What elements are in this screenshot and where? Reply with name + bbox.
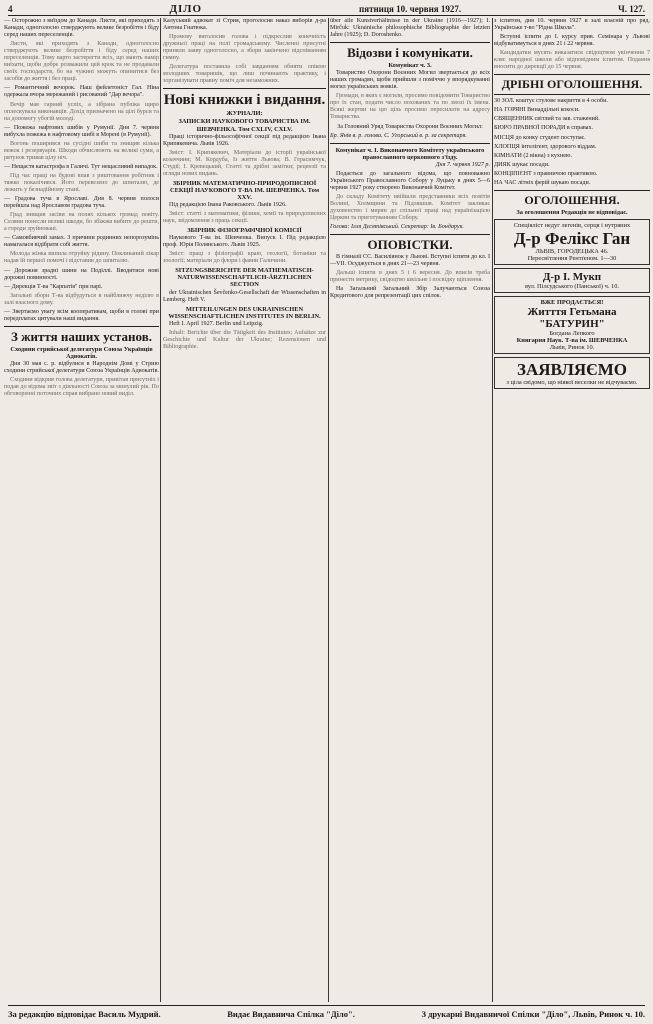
column-3: über alle Kunstverhältnisse in der Ukraine (1916—1927); I. Mirčuk: Ukrainische philosophische Bibliographie der letzten Jahre (1925); D. Doroshenko. Відозви і комунікати. Комунікат ч. 3. Товариство Охорони Воєнних Могил звертається до всіх наших громадян, щоби прийшли з поміччю у впорядкуванні могил українських вояків. Громади, в яких є могили, просимо повідомити Товариство про їх стан, подати число похованих та по змозі їх імена. Всякі жертви на цю ціль просимо пересилати на адресу Товариства. За Головний Уряд Товариства Охорони Воєнних Могил: Бр. Янів в. р. голова. С. Угорський в. р. за секретаря. Комунікат ч. I. Виконавчого Комітету українського православного церковного з'їзду. Дня 7. червня 1927 р. Подається до загального відома, що повноважно Українського Православного Собору у Луцьку в днях 5—6 червня 1927 року створено Виконавчий Комітет. До складу Комітету ввійшли представники всіх повітів Волині, Холмщини та Підляшшя. Комітет закликає духовенство і мирян до спільної праці над українізацією Церкви та приготуванням Собору. Голова: Ілля Дєсятівський. Секретар: Ів. Бондарук. ОПОВІСТКИ. В гімназії СС. Василіянок у Львові. Вступні іспити до кл. I—VII. Осуджується в днях 21—23 червня. Дальші іспити в днях 5 і 6 вересня. До вписів треба принести метрику, свідоцтво шкільне і посвідку щіплення. На Загальний Загальний Збір Залучаються Союза Кредитового для репрезентації цих спілок.: [330, 18, 490, 300]
doctor-advertisement: [494, 268, 650, 293]
classified-ad: СВЯЩЕННИК світлий та зав. стажений.: [494, 116, 600, 123]
news-item: — Пожежа нафтових шибів у Румунії. Дня 7. червня вибухла пожежа в нафтовому шибі в Морені (в Румунії).: [4, 124, 159, 138]
ad-name: Житття Гетьмана "БАТУРИН": [527, 305, 617, 330]
section-subheading: Сходини стрийської делегатури Союза Українців Адвокатів.: [10, 345, 153, 360]
column-1: — Осторожно з виїздом до Канади. Листи, які приходять з Канади, одноголосно стверджують велике безробіття і біду серед наших переселенців. Листи, які приходять з Канади, одноголосно стверджують велике безробіття і біду серед наших переселенців. Тому варто застерегти всіх, що мають намір виїхати, щоби добре розважили цей крок та не продавали своїх господарств, бо на чужині можуть опинитися без засобів до життя і без праці. — Романтичний вечорок. Наш фейлетоніст Гал. Ніна одержала вчора мережаний і рисований "Дар вечора". Вечір мав гарний успіх, а зібрана публіка щиро оплескувала виконавців. Дохід призначено на цілі бурси та на допомогу убогій молоді. — Пожежа нафтових шибів у Румунії. Дня 7. червня вибухла пожежа в нафтовому шибі в Морені (в Румунії). Вогонь поширився на сусідні шиби та знищив кілька вежок і резервуарів. Шкоди обчислюють на великі суми, а рятунок тривав цілу ніч. — Нещастя катастрофа в Галичі. Тут нещасливий випадок. Під час праці на будові впав з риштовання робітник і тяжко покалічився. Його перевезено до шпиталю, де лежить у безнадійному стані. — Градова туча в Ярославі. Дня 8. червня полоси перейшла над Ярославом градова туча. Град знищив засіви на полях кількох громад повіту. Селяни понесли великі шкоди, бо збіжжя вибите до решти, а городи зруйновані. — Самовбивчий замах. З причини родинних непорозумінь намагалася відібрати собі життя. Молода жінка випила отруйну рідину. Покликаний лікар надав їй першої помочі і відставив до шпиталю. — Дорожня зрадні шини на Поділлі. Вводитися нові дорожні повинності. — Дирекція Т-ва "Карпатія" при парі. Загальні збори Т-ва відбудуться в найближчу неділю в залі власного дому. — Звертаємо увагу всім кооперативам, щоби в голові при передплатах цитували наші видання. З життя наших установ. Сходини стрийської делегатури Союза Українців Адвокатів. Дня 30 мая с. р. відбулися в Народнім Домі у Стрию сходини стрийської делегатури Союза Українців Адвокатів. Сходини відкрив голова делегатури, привітав присутніх і подав до відома звіт з діяльності Союза за минулий рік. По обговоренні поточних справ вибрано новий виділ.: [4, 18, 159, 398]
journal-title: ЗАПИСКИ НАУКОВОГО ТОВАРИСТВА ІМ. ШЕВЧЕНКА. Том CXLIV, CXLV.: [178, 118, 311, 133]
article-body: über alle Kunstverhältnisse in der Ukraine (1916—1927); I. Mirčuk: Ukrainische philosophische Bibliographie der letzten Jahre (1925); D. Doroshenko.: [330, 18, 490, 39]
article-body: Калуський адвокат зі Стрия, проголосив наказ виборів д-ра Антона Гнатюка.: [163, 18, 326, 32]
signature-names: Бр. Янів в. р. голова. С. Угорський в. р. за секретаря.: [330, 132, 467, 139]
section-subheading: ЖУРНАЛИ:: [226, 110, 263, 118]
journal-description: Праці історично-фільософічної секції під редакцією Івана Крипякевича. Львів 1926.: [163, 133, 326, 147]
section-subheading: Комунікат ч. I. Виконавчого Комітету українського православного церковного з'їзду.: [335, 146, 485, 161]
journal-description: der Ukrainischen Ševčenko-Gesellschaft der Wissenschaften in Lemberg. Heft V.: [163, 289, 326, 303]
newspaper-title: ДІЛО: [169, 2, 203, 15]
issue-number: Ч. 127.: [618, 3, 645, 14]
news-item: — Градова туча в Ярославі. Дня 8. червня полоси перейшла над Ярославом градова туча.: [4, 196, 159, 210]
journal-description: Heft I. April 1927. Berlin und Leipzig.: [169, 320, 264, 327]
notice-item: На Загальний Загальний Збір Залучаються Союза Кредитового для репрезентації цих спілок.: [330, 286, 490, 300]
classified-ad: ДИЯК шукає посади.: [494, 161, 550, 168]
ad-name: Д-р І. Мукп: [542, 270, 602, 283]
dateline: Дня 7. червня 1927 р.: [435, 161, 490, 168]
classified-ad: 30 ЗОЛ. коштує стулове накриття в 4 особи.: [494, 98, 608, 105]
section-heading: Відозви і комунікати.: [347, 45, 473, 61]
article-body: з іспитом, дня 10. червня 1927 в залі власній про ряд. Українське т-во "Рідна Школа".: [494, 18, 650, 32]
column-4: з іспитом, дня 10. червня 1927 в залі власній про ряд. Українське т-во "Рідна Школа". Вступні іспити до I. курсу прив. Семінара у Львові відбуватимуться в днях 21 і 22 червня. Кандидатки мусять виказатися свідоцтвом укінчення 7 кляс народної школи або відповідним іспитом. Подання вносити до дирекції до 15 червня. ДРІБНІ ОГОЛОШЕННЯ. 30 ЗОЛ. коштує стулове накриття в 4 особи. НА ГОРЯНІ Винаддільні кокоси. СВЯЩЕННИК світлий та зав. стажений. БЮРО ПРАВНОЇ ПОРАДИ в справах. МІСЦЯ до конку студент поступає. ХЛОПЦЯ інтелігент, здорового віддам. КІМНАТИ (2 вікна) з кухнею. ДИЯК шукає посади. КОНЦІПІЄНТ з правничою практикою. НА ЧАС літніх ферій шукаю посади. ОГОЛОШЕННЯ. За оголошення Редакція не відповідає. Спеціяліст недуг легенів, серця і нутряних Д-р Фелікс Ган ЛЬВІВ, ГОРОДЕЦЬКА 46. Пересвітлення Рентґеном. 1—30 Д-р І. Мукп вул. Пілсудського (Панської) ч. 10. ВЖЕ ПРОДАЄТЬСЯ! Житття Гетьмана "БАТУРИН" Богдана Лепкого Книгарня Наук. Т-ва ім. ШЕВЧЕНКА Львів, Ринок 10. ЗАЯВЛЯЄМО з ціла свідомо, що ніякої веселки не відчуваємо.: [494, 18, 650, 1002]
ad-name: Д-р Фелікс Ган: [513, 228, 631, 248]
journal-description: Під редакцією Івана Раковського. Львів 1926.: [169, 201, 287, 208]
news-item: — Звертаємо увагу всім кооперативам, щоби в голові при передплатах цитували наші видання.: [4, 308, 159, 322]
section-heading: ОПОВІСТКИ.: [367, 237, 453, 253]
journal-description: Наукового Т-ва ім. Шевченка. Випуск I. Під редакцією проф. Юрія Полянського. Львів 1925.: [163, 235, 326, 249]
section-heading: ДРІБНІ ОГОЛОШЕННЯ.: [501, 77, 643, 92]
section-rule: [330, 234, 490, 235]
section-rule: [330, 143, 490, 144]
section-rule: [330, 42, 490, 43]
page-header: [8, 2, 645, 16]
ad-address: ЛЬВІВ, ГОРОДЕЦЬКА 46.: [535, 247, 609, 255]
news-item: — Дорожня зрадні шини на Поділлі. Вводитися нові дорожні повинності.: [4, 267, 159, 281]
ad-name: ЗАЯВЛЯЄМО: [517, 359, 627, 379]
news-item: — Дирекція Т-ва "Карпатія" при парі.: [4, 283, 103, 290]
section-rule: [494, 190, 650, 191]
footer-publisher: Видає Видавнича Спілка "Діло".: [227, 1009, 355, 1019]
ad-caption: з ціла свідомо, що ніякої веселки не відчуваємо.: [506, 378, 638, 386]
article-body: Подається до загального відома, що повноважно Українського Православного Собору у Луцьку в днях 5—6 червня 1927 року створено Виконавчий Комітет.: [330, 170, 490, 191]
journal-title: ЗБІРНИК ФІЗІОГРАФІЧНОЇ КОМІСІЇ: [187, 227, 302, 235]
classified-ad: НА ГОРЯНІ Винаддільні кокоси.: [494, 107, 580, 114]
news-item: — Романтичний вечорок. Наш фейлетоніст Гал. Ніна одержала вчора мережаний і рисований "Дар вечора".: [4, 85, 159, 99]
article-body: Товариство Охорони Воєнних Могил звертається до всіх наших громадян, щоби прийшли з поміччю у впорядкуванні могил українських вояків.: [330, 70, 490, 91]
news-item: — Осторожно з виїздом до Канади. Листи, які приходять з Канади, одноголосно стверджують велике безробіття і біду серед наших переселенців.: [4, 18, 159, 39]
page-number: 4: [8, 3, 13, 14]
section-heading: ОГОЛОШЕННЯ.: [524, 192, 620, 207]
column-divider: [328, 18, 329, 1002]
statement-advertisement: [494, 357, 650, 389]
classified-ad: БЮРО ПРАВНОЇ ПОРАДИ в справах.: [494, 125, 594, 132]
footer-printer: З друкарні Видавничої Спілки "Діло", Львів, Ринок ч. 10.: [421, 1009, 645, 1019]
ad-caption: Спеціяліст недуг легенів, серця і нутряних: [513, 221, 631, 229]
classified-ad: КІМНАТИ (2 вікна) з кухнею.: [494, 152, 573, 159]
doctor-advertisement: [494, 219, 650, 265]
news-item: — Самовбивчий замах. З причини родинних непорозумінь намагалася відібрати собі життя.: [4, 235, 159, 249]
section-rule: [494, 74, 650, 75]
ad-shop: Книгарня Наук. Т-ва ім. ШЕВЧЕНКА: [516, 336, 628, 344]
signature-line: За Головний Уряд Товариства Охорони Воєнних Могил:: [337, 123, 483, 130]
classified-ad: НА ЧАС літніх ферій шукаю посади.: [494, 179, 591, 186]
column-2: Калуський адвокат зі Стрия, проголосив наказ виборів д-ра Антона Гнатюка. Промову виголосив голова і підкреслив конечність дружньої праці на полі громадському. Численні присутні приняли заяву одноголосно, а збори закінчено відспіванням гимну. Делегатура поставила собі завданням обняти опікою молодших товаришів, що лиш починають практику, і зорганізувати правну поміч для незаможних. Нові книжки і видання. ЖУРНАЛИ: ЗАПИСКИ НАУКОВОГО ТОВАРИСТВА ІМ. ШЕВЧЕНКА. Том CXLIV, CXLV. Праці історично-фільософічної секції під редакцією Івана Крипякевича. Львів 1926. Зміст: І. Крипякевич, Матеріали до історії української козаччини; М. Кордуба, Із життя Львова; В. Герасимчук, Студії; І. Кревецький, Статті та дрібні замітки; рецензії та огляди нових видань. ЗБІРНИК МАТЕМАТИЧНО-ПРИРОДОПИСНОЇ СЕКЦІЇ НАУКОВОГО Т-ВА ІМ. ШЕВЧЕНКА. Том XXV. Під редакцією Івана Раковського. Львів 1926. Зміст: статті з математики, фізики, хемії та природописних наук, звідомлення з праць секції. ЗБІРНИК ФІЗІОГРАФІЧНОЇ КОМІСІЇ Наукового Т-ва ім. Шевченка. Випуск I. Під редакцією проф. Юрія Полянського. Львів 1925. Зміст: праці з фізіографії краю, геології, ботаніки та зоології; матеріали до флори і фавни Галичини. SITZUNGSBERICHTE DER MATHEMATISCH-NATURWISSENSCHAFTLICH-ÄRZTLICHEN SECTION der Ukrainischen Ševčenko-Gesellschaft der Wissenschaften in Lemberg. Heft V. MITTEILUNGEN DES UKRAINISCHEN WISSENSCHAFTLICHEN INSTITUTES IN BERLIN. Heft I. April 1927. Berlin und Leipzig. Inhalt: Berichte über die Tätigkeit des Institutes; Aufsätze zur Geschichte und Kultur der Ukraine; Rezensionen und Bibliographie.: [163, 18, 326, 350]
classified-ad: ХЛОПЦЯ інтелігент, здорового віддам.: [494, 143, 597, 150]
notice-item: В гімназії СС. Василіянок у Львові. Вступні іспити до кл. I—VII. Осуджується в днях 21—23 червня.: [330, 254, 490, 268]
column-divider: [160, 18, 161, 1002]
article-body: Дня 30 мая с. р. відбулися в Народнім Домі у Стрию сходини стрийської делегатури Союза Українців Адвокатів.: [4, 360, 159, 374]
page-footer: [8, 1005, 645, 1022]
ad-author: Богдана Лепкого: [549, 329, 595, 337]
footer-editor: За редакцію відповідає Василь Мудрий.: [8, 1009, 161, 1019]
issue-date: пятниця 10. червня 1927.: [359, 3, 462, 14]
ad-caption: Пересвітлення Рентґеном. 1—30: [527, 254, 617, 262]
classified-ad: МІСЦЯ до конку студент поступає.: [494, 134, 586, 141]
article-body: Вступні іспити до I. курсу прив. Семінара у Львові відбуватимуться в днях 21 і 22 червня.: [494, 34, 650, 48]
section-rule: [494, 94, 650, 95]
section-heading: Нові книжки і видання.: [163, 92, 326, 109]
ad-address: Львів, Ринок 10.: [549, 343, 595, 351]
section-rule: [4, 326, 159, 327]
classified-ad: КОНЦІПІЄНТ з правничою практикою.: [494, 170, 598, 177]
signature-line: Голова: Ілля Дєсятівський. Секретар: Ів. Бондарук.: [330, 224, 464, 231]
ad-caption: ВЖЕ ПРОДАЄТЬСЯ!: [540, 298, 604, 306]
journal-title: ЗБІРНИК МАТЕМАТИЧНО-ПРИРОДОПИСНОЇ СЕКЦІЇ НАУКОВОГО Т-ВА ІМ. ШЕВЧЕНКА. Том XXV.: [169, 179, 320, 201]
news-item: — Нещастя катастрофа в Галичі. Тут нещасливий випадок.: [4, 163, 158, 170]
journal-title: MITTEILUNGEN DES UKRAINISCHEN WISSENSCHAFTLICHEN INSTITUTES IN BERLIN.: [168, 305, 321, 320]
journal-title: SITZUNGSBERICHTE DER MATHEMATISCH-NATURWISSENSCHAFTLICH-ÄRZTLICHEN SECTION: [175, 267, 314, 289]
ad-address: вул. Пілсудського (Панської) ч. 10.: [524, 282, 620, 290]
section-heading: З життя наших установ.: [11, 328, 152, 344]
disclaimer: За оголошення Редакція не відповідає.: [516, 208, 628, 216]
column-divider: [492, 18, 493, 1002]
book-advertisement: [494, 296, 650, 354]
section-subheading: Комунікат ч. 3.: [388, 62, 432, 70]
section-rule: [163, 88, 326, 89]
